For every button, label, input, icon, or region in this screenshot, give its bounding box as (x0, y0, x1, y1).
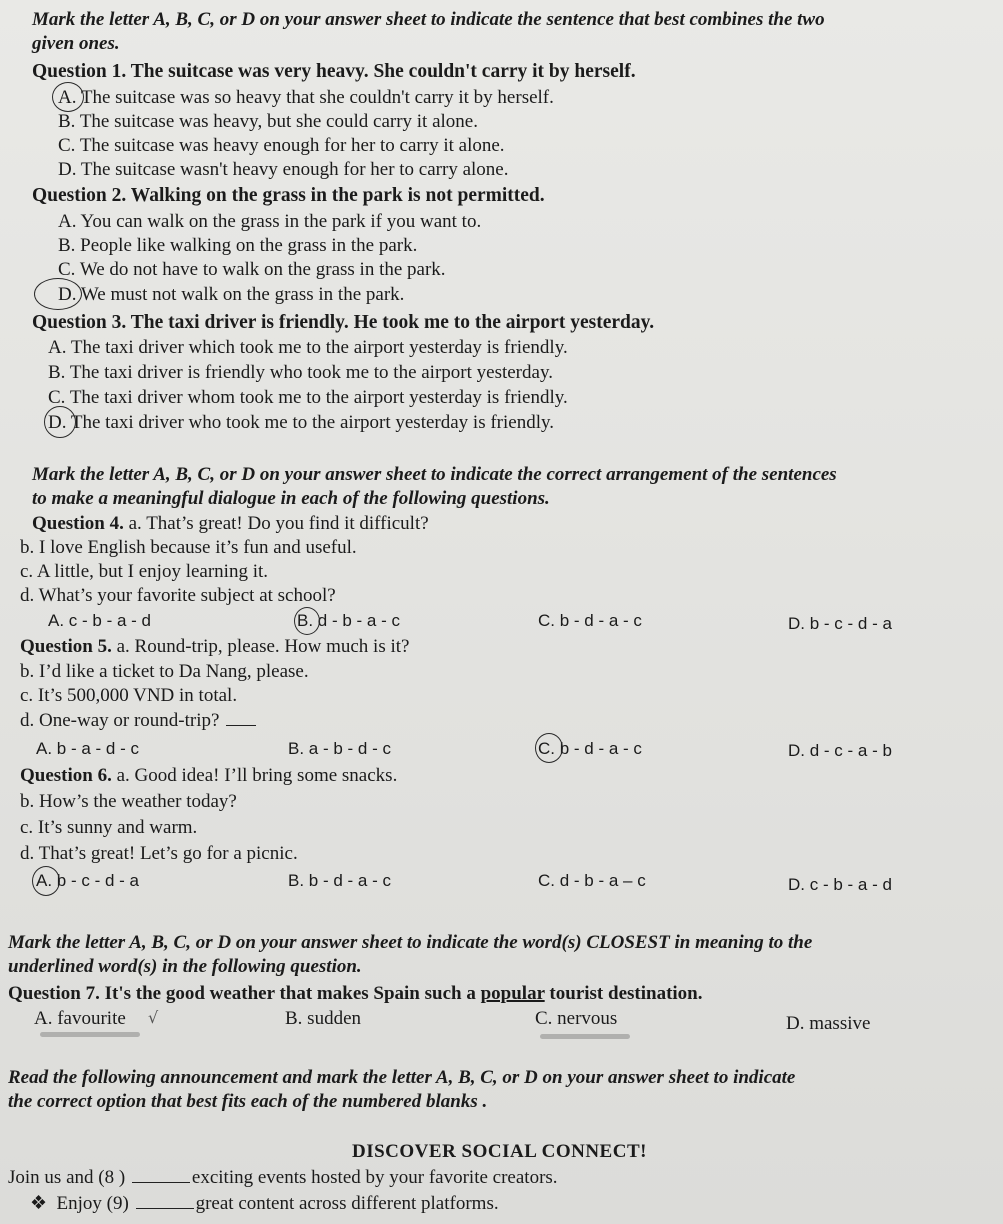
q5-option-b: B. a - b - d - c (288, 739, 391, 758)
q4-option-c: C. b - d - a - c (538, 611, 642, 630)
q6-line-a: Question 6. a. Good idea! I’ll bring some snacks. (20, 765, 398, 786)
q7-underlined-word: popular (480, 983, 545, 1004)
q1-option-b: B. The suitcase was heavy, but she could carry it alone. (58, 111, 478, 132)
q7-pencil-mark (40, 1032, 140, 1037)
q4-option-b: B. d - b - a - c (297, 611, 400, 630)
q5-line-d-text: d. One-way or round-trip? (20, 710, 220, 731)
q4-line-a: Question 4. a. That’s great! Do you find it difficult? (32, 513, 429, 534)
q1-option-d: D. The suitcase wasn't heavy enough for her to carry alone. (58, 159, 509, 180)
q4-line-d: d. What’s your favorite subject at school? (20, 585, 336, 606)
q6-option-b: B. b - d - a - c (288, 871, 391, 890)
blank-8-label: Join us and (8 ) (8, 1167, 126, 1188)
q5-option-c: C. b - d - a - c (538, 739, 642, 758)
q3-option-c: C. The taxi driver whom took me to the airport yesterday is friendly. (48, 387, 568, 408)
q7-after: tourist destination. (544, 983, 703, 1004)
q2-option-b: B. People like walking on the grass in the park. (58, 235, 418, 256)
q7-option-a: A. favourite (34, 1008, 126, 1029)
section1-instruction-line1: Mark the letter A, B, C, or D on your answer sheet to indicate the sentence that best combines the two (32, 9, 825, 30)
announcement-line-1 (8, 1167, 558, 1189)
q2-answer-circle (34, 278, 82, 310)
q5-line-b: b. I’d like a ticket to Da Nang, please. (20, 661, 309, 682)
q4-line-b: b. I love English because it’s fun and useful. (20, 537, 357, 558)
q2-option-c: C. We do not have to walk on the grass in the park. (58, 259, 446, 280)
question-2-label: Question 2. Walking on the grass in the park is not permitted. (32, 185, 545, 206)
q6-answer-circle (32, 866, 60, 896)
blank-8 (132, 1168, 190, 1183)
q2-option-a: A. You can walk on the grass in the park if you want to. (58, 211, 482, 232)
section3-instruction-line1: Mark the letter A, B, C, or D on your answer sheet to indicate the word(s) CLOSEST in meaning to the (8, 932, 813, 953)
q6-option-a: A. b - c - d - a (36, 871, 139, 890)
q7-checkmark-icon: √ (148, 1008, 159, 1027)
q1-answer-circle (52, 82, 84, 112)
q5-line-a-text: a. Round-trip, please. How much is it? (116, 636, 410, 657)
blank-9-label: Enjoy (9) (56, 1193, 129, 1214)
q6-option-d: D. c - b - a - d (788, 875, 892, 894)
q5-answer-circle (535, 733, 563, 763)
q7-pencil-mark-2 (540, 1034, 630, 1039)
q4-answer-circle (294, 607, 320, 635)
q7-before: Question 7. It's the good weather that makes Spain such a (8, 983, 481, 1004)
section2-instruction-line2: to make a meaningful dialogue in each of the following questions. (32, 488, 550, 509)
q1-option-a: A. The suitcase was so heavy that she couldn't carry it by herself. (58, 87, 554, 108)
announcement-title: DISCOVER SOCIAL CONNECT! (352, 1141, 647, 1162)
q4-option-d: D. b - c - d - a (788, 614, 892, 633)
q5-line-c: c. It’s 500,000 VND in total. (20, 685, 238, 706)
q5-option-a: A. b - a - d - c (36, 739, 139, 758)
section4-instruction-line2: the correct option that best fits each of the numbered blanks . (8, 1091, 488, 1112)
q4-line-a-text: a. That’s great! Do you find it difficult? (128, 513, 429, 534)
q3-option-b: B. The taxi driver is friendly who took me to the airport yesterday. (48, 362, 553, 383)
q2-option-d: D. We must not walk on the grass in the park. (58, 284, 405, 305)
q6-line-d: d. That’s great! Let’s go for a picnic. (20, 843, 298, 864)
q3-option-a: A. The taxi driver which took me to the airport yesterday is friendly. (48, 337, 568, 358)
section3-instruction-line2: underlined word(s) in the following question. (8, 956, 362, 977)
announcement-line-1-rest: exciting events hosted by your favorite creators. (191, 1167, 558, 1188)
question-3-label: Question 3. The taxi driver is friendly. He took me to the airport yesterday. (32, 312, 655, 333)
announcement-line-2-rest: great content across different platforms. (195, 1193, 499, 1214)
section4-instruction-line1: Read the following announcement and mark the letter A, B, C, or D on your answer sheet to indicate (8, 1067, 796, 1088)
q7-option-c: C. nervous (535, 1008, 618, 1029)
q5-blank (226, 711, 256, 726)
q7-option-d: D. massive (786, 1013, 871, 1034)
q5-line-a: Question 5. a. Round-trip, please. How much is it? (20, 636, 410, 657)
question-7-stem (8, 983, 703, 1005)
blank-9 (136, 1194, 194, 1209)
section1-instruction-line2: given ones. (32, 33, 120, 54)
bullet-icon: ❖ (30, 1193, 48, 1214)
q4-option-a: A. c - b - a - d (48, 611, 151, 630)
q7-option-b: B. sudden (285, 1008, 361, 1029)
q1-option-c: C. The suitcase was heavy enough for her to carry it alone. (58, 135, 505, 156)
q6-line-a-text: a. Good idea! I’ll bring some snacks. (116, 765, 398, 786)
q5-line-d (20, 710, 258, 732)
q3-option-d: D. The taxi driver who took me to the airport yesterday is friendly. (48, 412, 555, 433)
section2-instruction-line1: Mark the letter A, B, C, or D on your answer sheet to indicate the correct arrangement of the sentences (32, 464, 837, 485)
q6-option-c: C. d - b - a – c (538, 871, 646, 890)
q4-line-c: c. A little, but I enjoy learning it. (20, 561, 269, 582)
announcement-line-2 (30, 1193, 499, 1215)
q3-answer-circle (44, 406, 76, 438)
q6-line-b: b. How’s the weather today? (20, 791, 237, 812)
q6-line-c: c. It’s sunny and warm. (20, 817, 198, 838)
question-1-label: Question 1. The suitcase was very heavy. She couldn't carry it by herself. (32, 61, 636, 82)
q5-option-d: D. d - c - a - b (788, 741, 892, 760)
